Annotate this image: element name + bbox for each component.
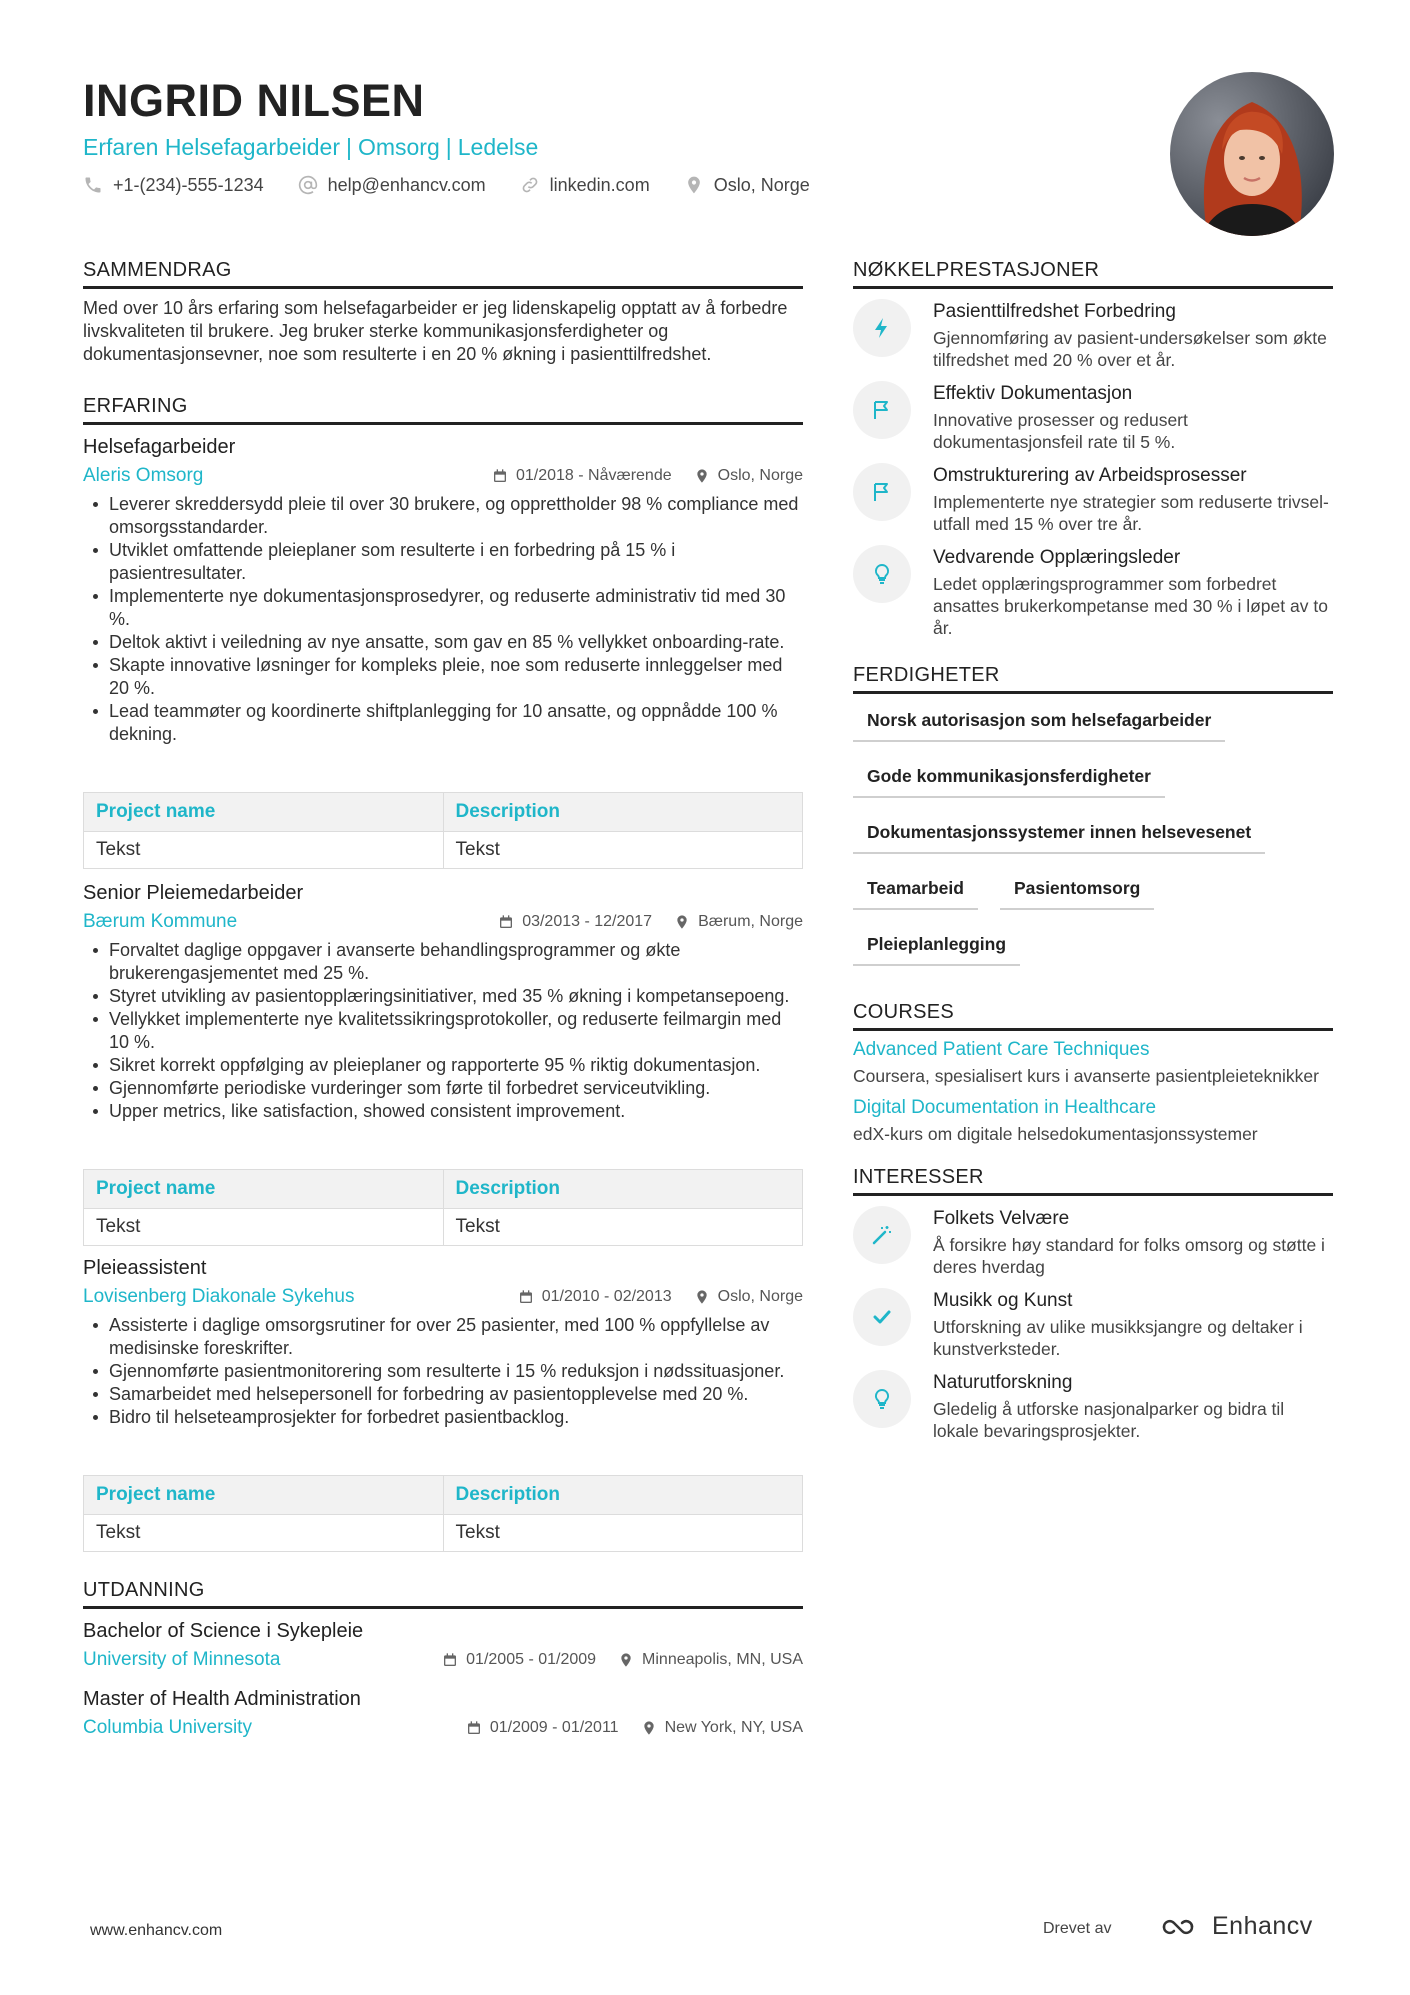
link-icon <box>520 175 540 195</box>
project-table <box>83 1475 803 1552</box>
left-column <box>83 258 803 1741</box>
achievement-desc: Gjennomføring av pasient-undersøkelser som økte tilfredshet med 20 % over et år. <box>933 328 1327 370</box>
section-title-interests: INTERESSER <box>853 1165 1333 1196</box>
flag-icon <box>870 480 894 504</box>
phone-text: +1-(234)-555-1234 <box>113 175 264 195</box>
lightbulb-icon <box>870 562 894 586</box>
location-pin-icon <box>641 1720 657 1736</box>
tagline-skill: Omsorg <box>357 134 440 160</box>
interest-title: Folkets Velvære <box>933 1208 1070 1229</box>
education-meta <box>83 1647 803 1673</box>
bullet-item: Implementerte nye dokumentasjonsprosedyrer, og reduserte administrativ tid med 30 %. <box>83 585 803 631</box>
job-title: Senior Pleiemedarbeider <box>83 882 304 904</box>
bullet-item: Lead teammøter og koordinerte shiftplanlegging for 10 ansatte, og oppnådde 100 % dekning. <box>83 700 803 746</box>
course-desc: Coursera, spesialisert kurs i avanserte pasientpleieteknikker <box>853 1066 1319 1086</box>
experience-item <box>83 433 803 869</box>
company-name[interactable]: Lovisenberg Diakonale Sykehus <box>83 1286 355 1307</box>
skill-tag: Pleieplanlegging <box>853 930 1020 966</box>
degree-title: Master of Health Administration <box>83 1688 361 1710</box>
job-title: Pleieassistent <box>83 1257 207 1279</box>
bullet-item: Bidro til helseteamprosjekter for forbedret pasientbacklog. <box>83 1406 803 1429</box>
course-item <box>853 1095 1333 1145</box>
tagline-separator: | <box>345 134 352 160</box>
date-range: 01/2005 - 01/2009 <box>466 1651 597 1668</box>
bullet-item: Gjennomførte periodiske vurderinger som førte til forbedret serviceutvikling. <box>83 1077 803 1100</box>
bullet-item: Styret utvikling av pasientopplæringsinitiativer, med 35 % økning i kompetansepoeng. <box>83 985 803 1008</box>
degree-title: Bachelor of Science i Sykepleie <box>83 1620 364 1642</box>
interest-title: Naturutforskning <box>933 1372 1073 1393</box>
project-table <box>83 1169 803 1246</box>
brand-logo[interactable] <box>1160 1912 1313 1941</box>
job-title: Helsefagarbeider <box>83 436 236 458</box>
right-column <box>853 258 1333 1442</box>
calendar-icon <box>498 914 514 930</box>
bullet-item: Upper metrics, like satisfaction, showed consistent improvement. <box>83 1100 803 1123</box>
section-title-courses: COURSES <box>853 1000 1333 1031</box>
bullet-item: Deltok aktivt i veiledning av nye ansatte, som gav en 85 % vellykket onboarding-rate. <box>83 631 803 654</box>
interest-desc: Å forsikre høy standard for folks omsorg og støtte i deres hverdag <box>933 1235 1325 1277</box>
profile-photo <box>1170 72 1334 236</box>
job-meta <box>83 463 803 489</box>
contact-linkedin[interactable] <box>520 172 650 198</box>
date-range: 03/2013 - 12/2017 <box>522 913 653 930</box>
calendar-icon <box>442 1652 458 1668</box>
job-dates <box>492 467 672 485</box>
location-text: Bærum, Norge <box>698 913 803 930</box>
flag-icon <box>870 398 894 422</box>
experience-item <box>83 1254 803 1552</box>
location-text: New York, NY, USA <box>664 1719 803 1736</box>
interest-desc: Utforskning av ulike musikksjangre og deltaker i kunstverksteder. <box>933 1317 1303 1359</box>
section-title-education: UTDANNING <box>83 1578 803 1609</box>
skill-tag: Dokumentasjonssystemer innen helsevesenet <box>853 818 1265 854</box>
achievement-desc: Ledet opplæringsprogrammer som forbedret ansattes brukerkompetanse med 30 % i løpet av to år. <box>933 574 1328 638</box>
location-text: Oslo, Norge <box>713 175 810 195</box>
date-range: 01/2010 - 02/2013 <box>541 1288 672 1305</box>
tagline-skill: Ledelse <box>457 134 539 160</box>
achievement-item <box>853 463 1333 535</box>
project-name-cell: Tekst <box>84 1515 444 1552</box>
job-bullets <box>83 493 803 746</box>
at-sign-icon <box>298 175 318 195</box>
tagline-separator: | <box>445 134 452 160</box>
checkmark-icon <box>870 1305 894 1329</box>
achievement-desc: Innovative prosesser og redusert dokumentasjonsfeil rate til 5 %. <box>933 410 1188 452</box>
project-name-header: Project name <box>84 1170 444 1209</box>
interest-item <box>853 1206 1333 1278</box>
section-title-experience: ERFARING <box>83 394 803 425</box>
powered-by-label: Drevet av <box>1043 1920 1112 1937</box>
location-pin-icon <box>674 914 690 930</box>
section-title-achievements: NØKKELPRESTASJONER <box>853 258 1333 289</box>
course-item <box>853 1037 1333 1087</box>
project-name-header: Project name <box>84 793 444 832</box>
header <box>83 74 1143 198</box>
bullet-item: Vellykket implementerte nye kvalitetssikringsprotokoller, og reduserte feilmargin med 10 %. <box>83 1008 803 1054</box>
brand-name: Enhancv <box>1212 1912 1313 1940</box>
company-name[interactable]: Aleris Omsorg <box>83 465 204 486</box>
achievement-title: Effektiv Dokumentasjon <box>933 383 1133 404</box>
achievement-item <box>853 381 1333 453</box>
bullet-item: Samarbeidet med helsepersonell for forbedring av pasientopplevelse med 20 %. <box>83 1383 803 1406</box>
description-cell: Tekst <box>443 1515 803 1552</box>
interest-title: Musikk og Kunst <box>933 1290 1073 1311</box>
education-meta <box>83 1715 803 1741</box>
enhancv-logo-icon <box>1160 1915 1204 1939</box>
description-header: Description <box>443 793 803 832</box>
project-name-header: Project name <box>84 1476 444 1515</box>
calendar-icon <box>466 1720 482 1736</box>
contact-phone[interactable] <box>83 172 264 198</box>
job-location <box>694 1288 803 1306</box>
tagline <box>83 132 1143 162</box>
interest-desc: Gledelig å utforske nasjonalparker og bidra til lokale bevaringsprosjekter. <box>933 1399 1285 1441</box>
calendar-icon <box>518 1289 534 1305</box>
education-location <box>618 1651 803 1669</box>
achievement-title: Vedvarende Opplæringsleder <box>933 547 1181 568</box>
description-cell: Tekst <box>443 1209 803 1246</box>
project-name-cell: Tekst <box>84 1209 444 1246</box>
location-pin-icon <box>694 1289 710 1305</box>
location-text: Minneapolis, MN, USA <box>642 1651 803 1668</box>
job-meta <box>83 1284 803 1310</box>
bullet-item: Skapte innovative løsninger for kompleks pleie, noe som reduserte innleggelser med 20 %. <box>83 654 803 700</box>
contact-row <box>83 172 1143 198</box>
date-range: 01/2009 - 01/2011 <box>489 1719 619 1736</box>
achievement-item <box>853 545 1333 639</box>
skill-tag: Norsk autorisasjon som helsefagarbeider <box>853 706 1225 742</box>
course-title[interactable]: Advanced Patient Care Techniques <box>853 1039 1150 1060</box>
experience-item <box>83 879 803 1246</box>
job-dates <box>518 1288 672 1306</box>
bullet-item: Assisterte i daglige omsorgsrutiner for over 25 pasienter, med 100 % oppfyllelse av medisinske foreskrifter. <box>83 1314 803 1360</box>
linkedin-text: linkedin.com <box>549 175 650 195</box>
skill-tag: Teamarbeid <box>853 874 978 910</box>
skill-tag: Pasientomsorg <box>1000 874 1154 910</box>
description-cell: Tekst <box>443 832 803 869</box>
company-name[interactable]: Bærum Kommune <box>83 911 238 932</box>
lightning-icon <box>870 316 894 340</box>
school-name[interactable]: University of Minnesota <box>83 1649 281 1670</box>
description-header: Description <box>443 1476 803 1515</box>
job-dates <box>498 913 652 931</box>
skills-list <box>853 706 1333 986</box>
achievement-title: Omstrukturering av Arbeidsprosesser <box>933 465 1247 486</box>
job-bullets <box>83 939 803 1123</box>
interest-item <box>853 1370 1333 1442</box>
date-range: 01/2018 - Nåværende <box>515 467 672 484</box>
email-text: help@enhancv.com <box>327 175 486 195</box>
bullet-item: Leverer skreddersydd pleie til over 30 brukere, og opprettholder 98 % compliance med omsorgsstandarder. <box>83 493 803 539</box>
summary-text: Med over 10 års erfaring som helsefagarbeider er jeg lidenskapelig opptatt av å forbedre livskvaliteten til brukere. Jeg bruker sterke kommunikasjonsferdigheter og dokumentasjonsevner, noe som resulterte i en 20 % økning i pasienttilfredshet. <box>83 298 788 364</box>
bullet-item: Utviklet omfattende pleieplaner som resulterte i en forbedring på 15 % i pasientresultater. <box>83 539 803 585</box>
education-location <box>641 1719 803 1737</box>
education-dates <box>466 1719 619 1737</box>
achievement-item <box>853 299 1333 371</box>
bullet-item: Sikret korrekt oppfølging av pleieplaner og rapporterte 95 % riktig dokumentasjon. <box>83 1054 803 1077</box>
job-meta <box>83 909 803 935</box>
bullet-item: Gjennomførte pasientmonitorering som resulterte i 15 % reduksjon i nødssituasjoner. <box>83 1360 803 1383</box>
tagline-role: Erfaren Helsefagarbeider <box>83 134 340 160</box>
project-table <box>83 792 803 869</box>
course-title[interactable]: Digital Documentation in Healthcare <box>853 1097 1157 1118</box>
location-pin-icon <box>618 1652 634 1668</box>
achievement-desc: Implementerte nye strategier som reduserte trivsel-utfall med 15 % over tre år. <box>933 492 1329 534</box>
contact-location <box>684 172 810 198</box>
school-name[interactable]: Columbia University <box>83 1717 252 1738</box>
achievement-title: Pasienttilfredshet Forbedring <box>933 301 1176 322</box>
project-name-cell: Tekst <box>84 832 444 869</box>
bullet-item: Forvaltet daglige oppgaver i avanserte behandlingsprogrammer og økte brukerengasjementet med 25 %. <box>83 939 803 985</box>
course-desc: edX-kurs om digitale helsedokumentasjonssystemer <box>853 1124 1258 1144</box>
location-text: Oslo, Norge <box>717 467 803 484</box>
skill-tag: Gode kommunikasjonsferdigheter <box>853 762 1165 798</box>
education-item <box>83 1685 803 1741</box>
location-pin-icon <box>694 468 710 484</box>
phone-icon <box>83 175 103 195</box>
contact-email[interactable] <box>298 172 486 198</box>
location-text: Oslo, Norge <box>717 1288 803 1305</box>
education-item <box>83 1617 803 1673</box>
section-title-summary: SAMMENDRAG <box>83 258 803 289</box>
education-dates <box>442 1651 596 1669</box>
job-location <box>694 467 803 485</box>
job-location <box>674 913 803 931</box>
interest-item <box>853 1288 1333 1360</box>
location-pin-icon <box>684 175 704 195</box>
lightbulb-icon <box>870 1387 894 1411</box>
candidate-name: INGRID NILSEN <box>83 75 425 126</box>
calendar-icon <box>492 468 508 484</box>
section-title-skills: FERDIGHETER <box>853 663 1333 694</box>
description-header: Description <box>443 1170 803 1209</box>
footer-website[interactable]: www.enhancv.com <box>90 1922 223 1939</box>
magic-wand-icon <box>870 1223 894 1247</box>
job-bullets <box>83 1314 803 1429</box>
